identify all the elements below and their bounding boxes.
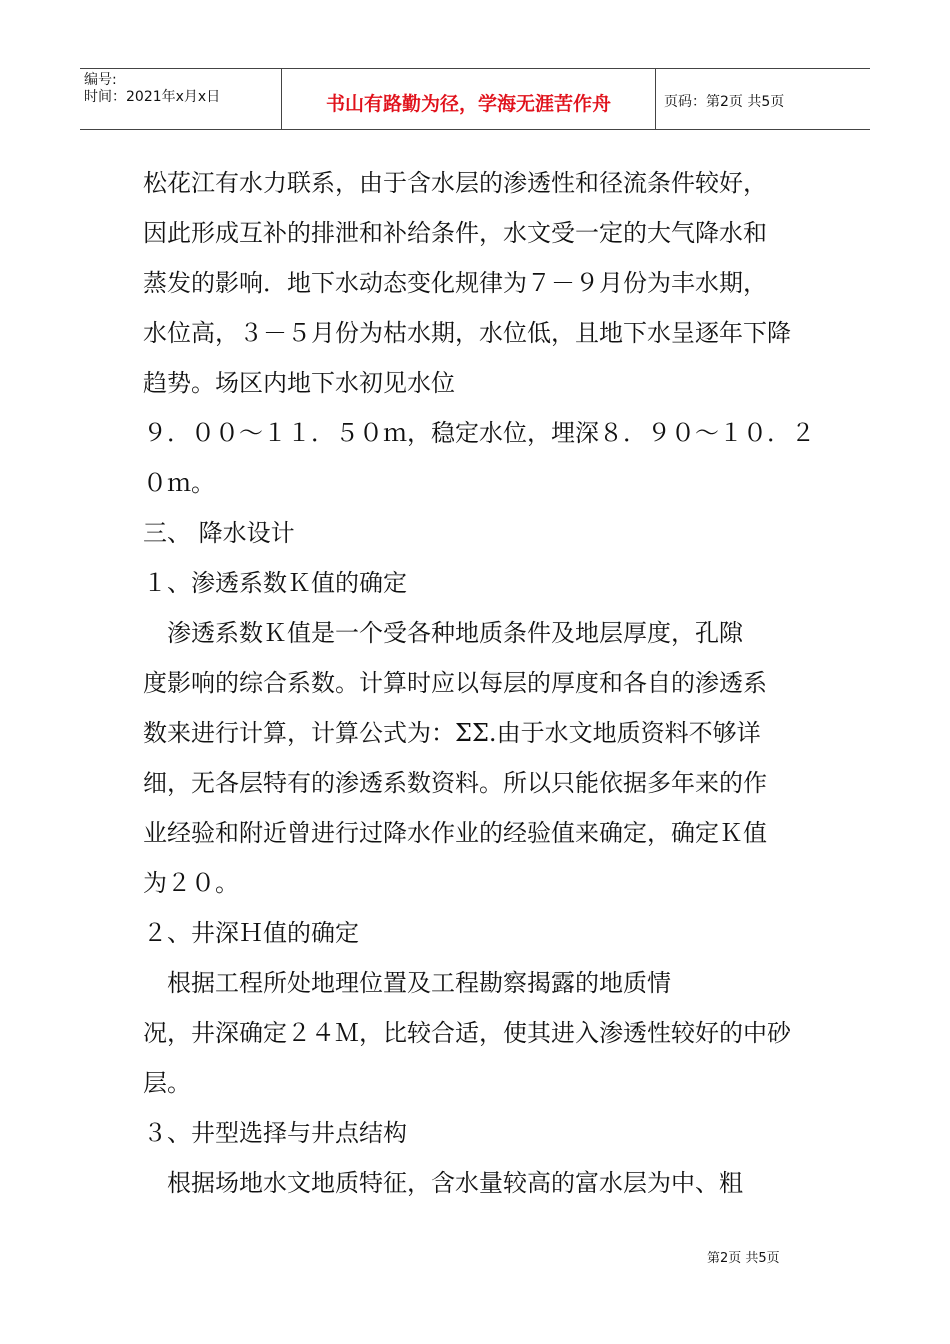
text-line: 因此形成互补的排泄和补给条件，水文受一定的大气降水和 — [143, 219, 767, 247]
page-footer: 第2页 共5页 — [707, 1251, 780, 1266]
header-meta — [80, 69, 281, 129]
text-line: 业经验和附近曾进行过降水作业的经验值来确定，确定Ｋ值 — [143, 819, 767, 847]
text-line: 渗透系数Ｋ值是一个受各种地质条件及地层厚度，孔隙 — [143, 619, 743, 647]
header-motto-cell — [281, 69, 656, 129]
text-line: 根据工程所处地理位置及工程勘察揭露的地质情 — [143, 969, 671, 997]
section-heading: 三、 降水设计 — [143, 519, 295, 547]
text-line: ９．００～１１．５０ｍ，稳定水位，埋深８．９０～１０．２ — [143, 419, 815, 447]
text-line: 层。 — [143, 1069, 191, 1097]
subsection-heading: ２、井深Ｈ值的确定 — [143, 919, 359, 947]
text-line: 松花江有水力联系，由于含水层的渗透性和径流条件较好， — [143, 169, 767, 197]
text-line: 蒸发的影响．地下水动态变化规律为７－９月份为丰水期， — [143, 269, 767, 297]
text-line: ０ｍ。 — [143, 469, 215, 497]
text-line: 趋势。场区内地下水初见水位 — [143, 369, 455, 397]
time-label: 时间：2021年x月x日 — [84, 89, 221, 105]
text-line: 数来进行计算，计算公式为：ΣΣ.由于水文地质资料不够详 — [143, 719, 761, 747]
page-code: 页码：第2页 共5页 — [664, 94, 785, 110]
text-line: 度影响的综合系数。计算时应以每层的厚度和各自的渗透系 — [143, 669, 767, 697]
motto: 书山有路勤为径，学海无涯苦作舟 — [325, 93, 611, 115]
text-line: 为２０。 — [143, 869, 239, 897]
document-body — [143, 158, 815, 1208]
text-line: 水位高，３－５月份为枯水期，水位低，且地下水呈逐年下降 — [143, 319, 791, 347]
subsection-heading: １、渗透系数Ｋ值的确定 — [143, 569, 407, 597]
text-line: 况，井深确定２４Ｍ，比较合适，使其进入渗透性较好的中砂 — [143, 1019, 791, 1047]
header-page-cell — [655, 69, 870, 129]
text-line: 细，无各层特有的渗透系数资料。所以只能依据多年来的作 — [143, 769, 767, 797]
number-label: 编号: — [84, 72, 117, 88]
page-header — [80, 68, 870, 130]
text-line: 根据场地水文地质特征，含水量较高的富水层为中、粗 — [143, 1169, 743, 1197]
subsection-heading: ３、井型选择与井点结构 — [143, 1119, 407, 1147]
